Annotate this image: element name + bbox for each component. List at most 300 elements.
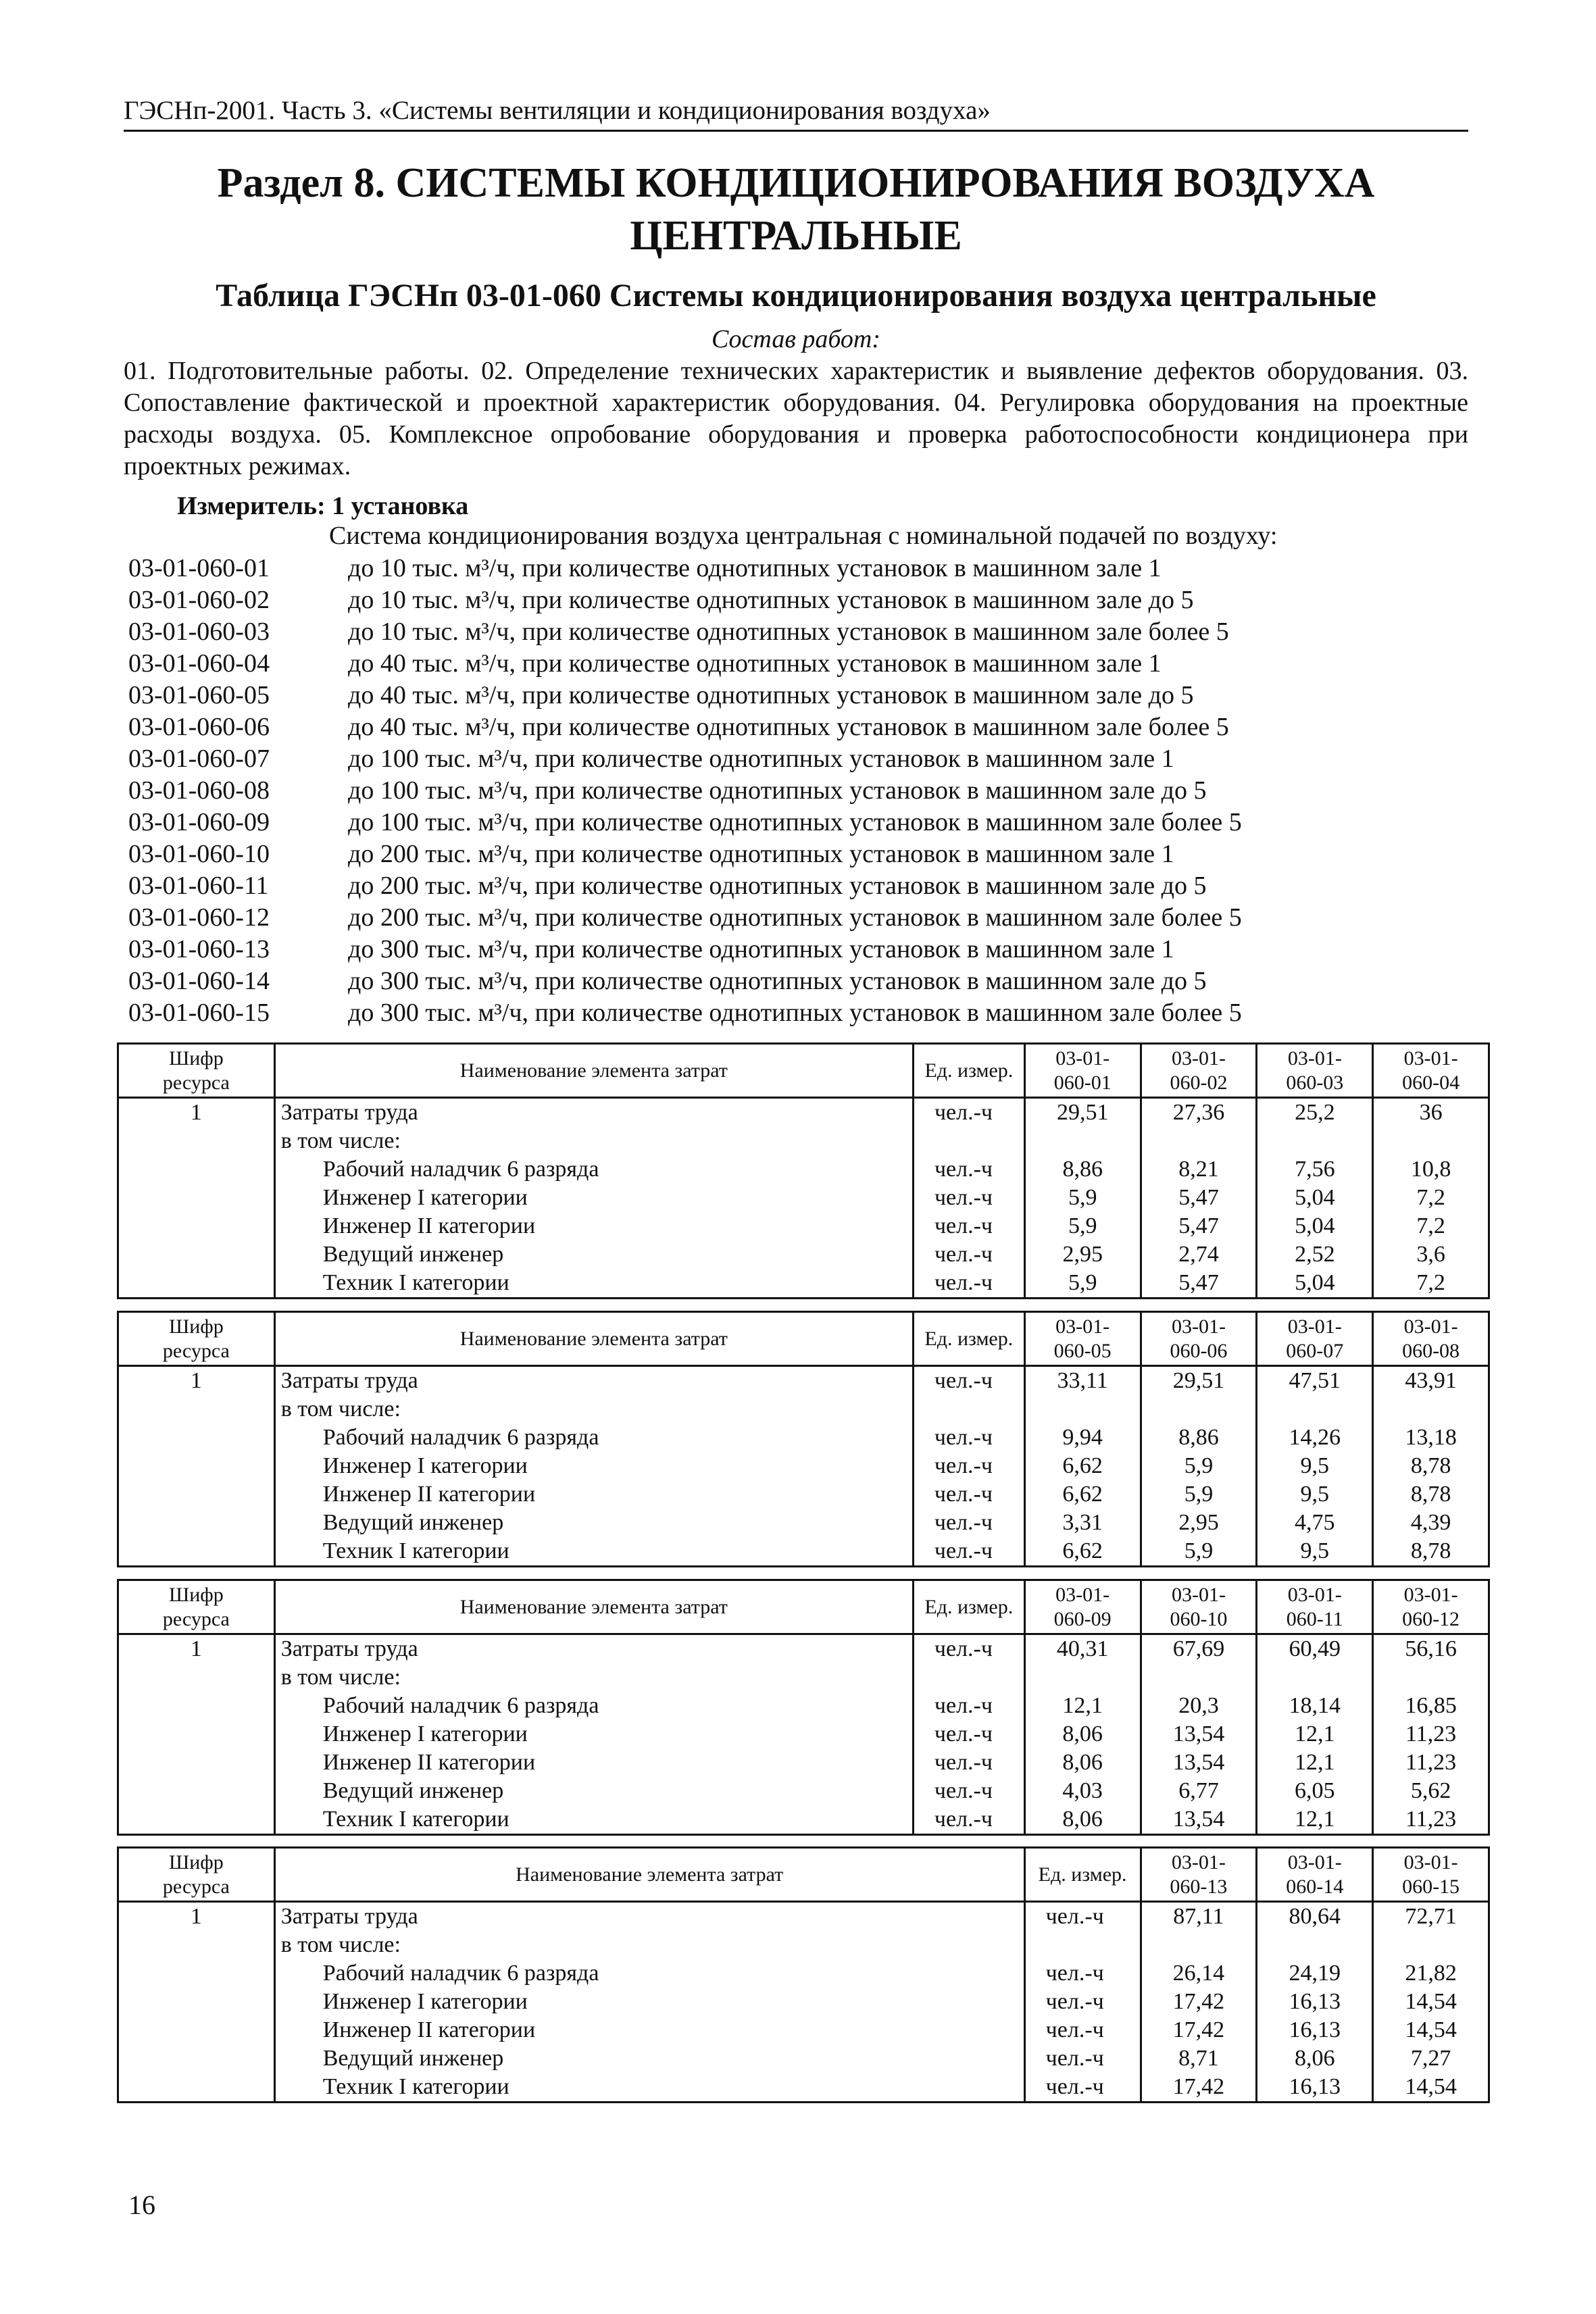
- value-cell: 6,62: [1024, 1452, 1141, 1480]
- value-cell: 12,1: [1257, 1805, 1373, 1835]
- value-cell: [1141, 1663, 1257, 1692]
- header-norm-code-text: 060-14: [1286, 1875, 1344, 1898]
- value-cell: [1257, 1395, 1373, 1424]
- value-cell: 21,82: [1373, 1959, 1489, 1988]
- unit-cell: чел.-ч: [913, 1720, 1024, 1749]
- value-cell: 17,42: [1141, 2016, 1257, 2044]
- code: 03-01-060-13: [128, 935, 270, 963]
- value-cell: 17,42: [1141, 2073, 1257, 2103]
- value-cell: 14,54: [1373, 1988, 1489, 2016]
- header-norm-code-text: 060-02: [1170, 1071, 1228, 1094]
- header-norm-code: [1141, 1580, 1257, 1634]
- value-cell: 12,1: [1257, 1749, 1373, 1777]
- resource-code: [118, 1269, 275, 1299]
- cost-element-name: Техник I категории: [274, 2073, 1024, 2103]
- value-cell: 7,2: [1373, 1269, 1489, 1299]
- value-cell: 43,91: [1373, 1366, 1489, 1396]
- code-row: [128, 553, 1473, 584]
- value-cell: 5,9: [1141, 1452, 1257, 1480]
- header-norm-code-text: 03-01-: [1287, 1851, 1342, 1873]
- header-norm-code-text: 060-10: [1170, 1607, 1228, 1630]
- code-row: [128, 743, 1473, 775]
- value-cell: 4,39: [1373, 1509, 1489, 1537]
- code: 03-01-060-09: [128, 808, 270, 836]
- code-desc: до 300 тыс. м³/ч, при количестве однотипных установок в машинном зале до 5: [348, 967, 1207, 995]
- header-norm-code-text: 03-01-: [1403, 1583, 1458, 1606]
- value-cell: 5,04: [1257, 1184, 1373, 1212]
- resource-code: [118, 1692, 275, 1720]
- resource-code: 1: [118, 1098, 275, 1128]
- cost-element-name: Рабочий наладчик 6 разряда: [274, 1692, 913, 1720]
- resource-code: [118, 1452, 275, 1480]
- resource-code: [118, 1509, 275, 1537]
- value-cell: [1257, 1663, 1373, 1692]
- code-desc: до 40 тыс. м³/ч, при количестве однотипных установок в машинном зале 1: [348, 649, 1162, 678]
- cost-element-name: Затраты труда: [274, 1634, 913, 1664]
- cost-element-name: Ведущий инженер: [274, 1777, 913, 1805]
- code-row: [128, 680, 1473, 711]
- unit-cell: чел.-ч: [913, 1777, 1024, 1805]
- header-resource-code-text: ресурса: [162, 1071, 230, 1094]
- section-title-line-1: Раздел 8. СИСТЕМЫ КОНДИЦИОНИРОВАНИЯ ВОЗДУХА: [217, 160, 1375, 206]
- header-resource-code: [118, 1580, 275, 1634]
- unit-cell: чел.-ч: [913, 1212, 1024, 1240]
- table-row: [118, 1212, 1489, 1240]
- running-head: ГЭСНп-2001. Часть 3. «Системы вентиляции и кондиционирования воздуха»: [124, 95, 1468, 132]
- value-cell: 4,75: [1257, 1509, 1373, 1537]
- code: 03-01-060-06: [128, 713, 270, 741]
- value-cell: 33,11: [1024, 1366, 1141, 1396]
- value-cell: 5,9: [1024, 1269, 1141, 1299]
- table-row: [118, 1777, 1489, 1805]
- header-norm-code: [1373, 1312, 1489, 1366]
- table-row: [118, 1480, 1489, 1509]
- code-row: [128, 997, 1473, 1029]
- value-cell: 6,62: [1024, 1480, 1141, 1509]
- unit-cell: [1024, 1931, 1141, 1959]
- cost-element-name: Инженер I категории: [274, 1988, 1024, 2016]
- resource-code: [118, 1959, 275, 1988]
- code: 03-01-060-11: [128, 872, 269, 900]
- resource-code: [118, 1480, 275, 1509]
- header-name-text: Наименование элемента затрат: [459, 1595, 728, 1618]
- table-row: [118, 1988, 1489, 2016]
- unit-cell: чел.-ч: [1024, 2044, 1141, 2073]
- header-unit-text: Ед. измер.: [924, 1595, 1014, 1618]
- value-cell: [1141, 1395, 1257, 1424]
- header-norm-code: [1257, 1848, 1373, 1902]
- code: 03-01-060-03: [128, 618, 270, 646]
- value-cell: 72,71: [1373, 1902, 1489, 1932]
- resource-code: [118, 1184, 275, 1212]
- cost-element-name: Техник I категории: [274, 1537, 913, 1567]
- table-row: [118, 1098, 1489, 1128]
- value-cell: [1024, 1663, 1141, 1692]
- code: 03-01-060-15: [128, 999, 270, 1027]
- header-resource-code-text: Шифр: [168, 1315, 224, 1338]
- unit-cell: чел.-ч: [913, 1184, 1024, 1212]
- code: 03-01-060-07: [128, 745, 270, 773]
- header-name: [274, 1848, 1024, 1902]
- header-norm-code: [1373, 1848, 1489, 1902]
- header-norm-code-text: 060-11: [1286, 1607, 1343, 1630]
- header-norm-code-text: 03-01-: [1287, 1315, 1342, 1338]
- value-cell: [1024, 1395, 1141, 1424]
- value-cell: 16,85: [1373, 1692, 1489, 1720]
- header-norm-code-text: 03-01-: [1055, 1583, 1110, 1606]
- unit-cell: чел.-ч: [913, 1366, 1024, 1396]
- header-norm-code-text: 03-01-: [1403, 1315, 1458, 1338]
- unit-cell: чел.-ч: [913, 1805, 1024, 1835]
- value-cell: 2,95: [1141, 1509, 1257, 1537]
- cost-element-name: в том числе:: [274, 1395, 913, 1424]
- header-resource-code-text: Шифр: [168, 1583, 224, 1606]
- header-unit: [913, 1044, 1024, 1098]
- value-cell: 87,11: [1141, 1902, 1257, 1932]
- code-row: [128, 584, 1473, 616]
- value-cell: [1257, 1931, 1373, 1959]
- table-row: [118, 1634, 1489, 1664]
- value-cell: 5,9: [1024, 1212, 1141, 1240]
- value-cell: 14,54: [1373, 2073, 1489, 2103]
- cost-element-name: Затраты труда: [274, 1366, 913, 1396]
- resource-table: [117, 1579, 1490, 1836]
- section-title-line-2: ЦЕНТРАЛЬНЫЕ: [630, 213, 962, 259]
- unit-cell: чел.-ч: [1024, 2073, 1141, 2103]
- header-norm-code: [1024, 1312, 1141, 1366]
- header-norm-code-text: 03-01-: [1287, 1047, 1342, 1070]
- unit-cell: чел.-ч: [913, 1452, 1024, 1480]
- table-row: [118, 1509, 1489, 1537]
- resource-code: [118, 1931, 275, 1959]
- value-cell: 14,54: [1373, 2016, 1489, 2044]
- value-cell: 20,3: [1141, 1692, 1257, 1720]
- value-cell: 5,47: [1141, 1212, 1257, 1240]
- value-cell: 18,14: [1257, 1692, 1373, 1720]
- works-text: 01. Подготовительные работы. 02. Определение технических характеристик и выявление дефектов оборудования. 03. Сопоставление фактической и проектной характеристик оборудования. 04. Регулировка оборудования на проектные расходы воздуха. 05. Комплексное опробование оборудования и проверка работоспособности кондиционера при проектных режимах.: [124, 357, 1468, 480]
- value-cell: 5,62: [1373, 1777, 1489, 1805]
- cost-element-name: Рабочий наладчик 6 разряда: [274, 1959, 1024, 1988]
- value-cell: 8,78: [1373, 1452, 1489, 1480]
- table-row: [118, 1805, 1489, 1835]
- cost-element-name: Ведущий инженер: [274, 1509, 913, 1537]
- resource-code: 1: [118, 1902, 275, 1932]
- value-cell: 8,06: [1024, 1749, 1141, 1777]
- page-number: 16: [128, 2190, 155, 2220]
- header-resource-code-text: Шифр: [168, 1047, 224, 1070]
- header-unit-text: Ед. измер.: [924, 1327, 1014, 1350]
- value-cell: 5,9: [1141, 1480, 1257, 1509]
- header-norm-code: [1141, 1848, 1257, 1902]
- cost-element-name: Инженер I категории: [274, 1720, 913, 1749]
- value-cell: 80,64: [1257, 1902, 1373, 1932]
- header-name: [274, 1312, 913, 1366]
- code-row: [128, 775, 1473, 807]
- code-desc: до 100 тыс. м³/ч, при количестве однотипных установок в машинном зале более 5: [348, 808, 1242, 836]
- value-cell: 2,74: [1141, 1240, 1257, 1269]
- header-resource-code-text: Шифр: [168, 1851, 224, 1873]
- resource-code: [118, 1537, 275, 1567]
- value-cell: 5,47: [1141, 1269, 1257, 1299]
- cost-element-name: Техник I категории: [274, 1805, 913, 1835]
- code-desc: до 10 тыс. м³/ч, при количестве однотипных установок в машинном зале 1: [348, 554, 1162, 582]
- cost-element-name: Инженер II категории: [274, 1480, 913, 1509]
- value-cell: 5,04: [1257, 1269, 1373, 1299]
- header-resource-code: [118, 1312, 275, 1366]
- header-norm-code-text: 03-01-: [1403, 1851, 1458, 1873]
- value-cell: [1257, 1127, 1373, 1155]
- header-name-text: Наименование элемента затрат: [516, 1863, 784, 1886]
- resource-table: [117, 1846, 1490, 2103]
- value-cell: 56,16: [1373, 1634, 1489, 1664]
- code-desc: до 200 тыс. м³/ч, при количестве однотипных установок в машинном зале 1: [348, 840, 1174, 868]
- code-row: [128, 870, 1473, 902]
- table-title: Таблица ГЭСНп 03-01-060 Системы кондиционирования воздуха центральные: [216, 278, 1376, 313]
- table-row: [118, 1537, 1489, 1567]
- table-row: [118, 1155, 1489, 1184]
- code: 03-01-060-05: [128, 681, 270, 709]
- value-cell: 7,27: [1373, 2044, 1489, 2073]
- resource-code: [118, 2073, 275, 2103]
- value-cell: 8,71: [1141, 2044, 1257, 2073]
- code-desc: до 200 тыс. м³/ч, при количестве однотипных установок в машинном зале более 5: [348, 903, 1242, 932]
- header-norm-code: [1024, 1580, 1141, 1634]
- header-norm-code-text: 03-01-: [1171, 1851, 1226, 1873]
- table-row: [118, 1424, 1489, 1452]
- value-cell: 8,06: [1024, 1720, 1141, 1749]
- header-norm-code-text: 060-15: [1402, 1875, 1460, 1898]
- table-row: [118, 1240, 1489, 1269]
- cost-element-name: в том числе:: [274, 1663, 913, 1692]
- table-row: [118, 1749, 1489, 1777]
- value-cell: 17,42: [1141, 1988, 1257, 2016]
- resource-code: [118, 1240, 275, 1269]
- value-cell: [1373, 1663, 1489, 1692]
- header-norm-code-text: 060-01: [1053, 1071, 1112, 1094]
- value-cell: 29,51: [1024, 1098, 1141, 1128]
- header-unit: [1024, 1848, 1141, 1902]
- value-cell: 4,03: [1024, 1777, 1141, 1805]
- unit-cell: чел.-ч: [913, 1509, 1024, 1537]
- resource-code: [118, 1127, 275, 1155]
- header-norm-code-text: 03-01-: [1055, 1047, 1110, 1070]
- table-row: [118, 1269, 1489, 1299]
- resource-code: [118, 1663, 275, 1692]
- value-cell: 11,23: [1373, 1720, 1489, 1749]
- table-row: [118, 1720, 1489, 1749]
- value-cell: 5,9: [1141, 1537, 1257, 1567]
- header-norm-code-text: 060-08: [1402, 1339, 1460, 1362]
- cost-element-name: Инженер I категории: [274, 1452, 913, 1480]
- unit-cell: чел.-ч: [913, 1634, 1024, 1664]
- cost-element-name: Ведущий инженер: [274, 1240, 913, 1269]
- code-desc: до 40 тыс. м³/ч, при количестве однотипных установок в машинном зале более 5: [348, 713, 1229, 741]
- table-row: [118, 1931, 1489, 1959]
- value-cell: 13,54: [1141, 1749, 1257, 1777]
- table-row: [118, 1959, 1489, 1988]
- resource-code: 1: [118, 1634, 275, 1664]
- header-norm-code: [1257, 1312, 1373, 1366]
- value-cell: 3,31: [1024, 1509, 1141, 1537]
- value-cell: 60,49: [1257, 1634, 1373, 1664]
- header-resource-code-text: ресурса: [162, 1339, 230, 1362]
- unit-cell: чел.-ч: [913, 1155, 1024, 1184]
- header-norm-code-text: 060-04: [1402, 1071, 1460, 1094]
- value-cell: 8,78: [1373, 1537, 1489, 1567]
- code: 03-01-060-12: [128, 903, 270, 932]
- value-cell: 7,2: [1373, 1184, 1489, 1212]
- table-row: [118, 1692, 1489, 1720]
- section-title: [124, 157, 1468, 262]
- code: 03-01-060-14: [128, 967, 270, 995]
- value-cell: 8,86: [1024, 1155, 1141, 1184]
- code-desc: до 10 тыс. м³/ч, при количестве однотипных установок в машинном зале более 5: [348, 618, 1229, 646]
- unit-cell: чел.-ч: [1024, 2016, 1141, 2044]
- cost-element-name: в том числе:: [274, 1931, 1024, 1959]
- code-row: [128, 807, 1473, 838]
- code-row: [128, 902, 1473, 934]
- cost-element-name: Инженер II категории: [274, 1212, 913, 1240]
- resource-code: 1: [118, 1366, 275, 1396]
- value-cell: [1373, 1127, 1489, 1155]
- table-row: [118, 2073, 1489, 2103]
- value-cell: 9,94: [1024, 1424, 1141, 1452]
- value-cell: 8,06: [1024, 1805, 1141, 1835]
- value-cell: 2,52: [1257, 1240, 1373, 1269]
- header-norm-code-text: 03-01-: [1403, 1047, 1458, 1070]
- header-name-text: Наименование элемента затрат: [459, 1059, 728, 1082]
- table-row: [118, 2016, 1489, 2044]
- header-norm-code-text: 03-01-: [1172, 1047, 1226, 1070]
- unit-cell: [913, 1395, 1024, 1424]
- resource-code: [118, 1395, 275, 1424]
- code-desc: до 40 тыс. м³/ч, при количестве однотипных установок в машинном зале до 5: [348, 681, 1194, 709]
- table-row: [118, 1902, 1489, 1932]
- code: 03-01-060-08: [128, 776, 270, 805]
- code-desc: до 300 тыс. м³/ч, при количестве однотипных установок в машинном зале 1: [348, 935, 1174, 963]
- resource-code: [118, 1805, 275, 1835]
- header-norm-code: [1257, 1044, 1373, 1098]
- header-norm-code: [1373, 1044, 1489, 1098]
- resource-table: [117, 1042, 1490, 1299]
- works-label: Состав работ:: [711, 325, 881, 353]
- value-cell: 8,78: [1373, 1480, 1489, 1509]
- header-norm-code-text: 060-03: [1286, 1071, 1344, 1094]
- code-row: [128, 616, 1473, 648]
- unit-cell: чел.-ч: [1024, 1988, 1141, 2016]
- value-cell: 7,56: [1257, 1155, 1373, 1184]
- header-norm-code: [1141, 1312, 1257, 1366]
- header-name: [274, 1580, 913, 1634]
- header-name: [274, 1044, 913, 1098]
- value-cell: 3,6: [1373, 1240, 1489, 1269]
- value-cell: 6,77: [1141, 1777, 1257, 1805]
- value-cell: 6,05: [1257, 1777, 1373, 1805]
- code: 03-01-060-04: [128, 649, 270, 678]
- value-cell: 11,23: [1373, 1805, 1489, 1835]
- value-cell: 9,5: [1257, 1537, 1373, 1567]
- code-desc: до 100 тыс. м³/ч, при количестве однотипных установок в машинном зале 1: [348, 745, 1174, 773]
- value-cell: 25,2: [1257, 1098, 1373, 1128]
- code: 03-01-060-02: [128, 586, 270, 614]
- code-row: [128, 711, 1473, 743]
- header-norm-code: [1141, 1044, 1257, 1098]
- table-row: [118, 1366, 1489, 1396]
- value-cell: 26,14: [1141, 1959, 1257, 1988]
- code-desc: до 100 тыс. м³/ч, при количестве однотипных установок в машинном зале до 5: [348, 776, 1207, 805]
- unit-cell: [913, 1127, 1024, 1155]
- value-cell: 2,95: [1024, 1240, 1141, 1269]
- table-row: [118, 1452, 1489, 1480]
- header-norm-code-text: 060-05: [1053, 1339, 1112, 1362]
- unit-cell: чел.-ч: [1024, 1959, 1141, 1988]
- value-cell: 6,62: [1024, 1537, 1141, 1567]
- value-cell: [1373, 1395, 1489, 1424]
- table-row: [118, 1184, 1489, 1212]
- value-cell: 8,06: [1257, 2044, 1373, 2073]
- value-cell: 29,51: [1141, 1366, 1257, 1396]
- unit-cell: чел.-ч: [913, 1424, 1024, 1452]
- cost-element-name: Инженер II категории: [274, 2016, 1024, 2044]
- cost-element-name: Техник I категории: [274, 1269, 913, 1299]
- code-list: [128, 553, 1473, 1029]
- code: 03-01-060-01: [128, 554, 270, 582]
- header-norm-code: [1257, 1580, 1373, 1634]
- cost-element-name: Рабочий наладчик 6 разряда: [274, 1155, 913, 1184]
- value-cell: 16,13: [1257, 2073, 1373, 2103]
- value-cell: 16,13: [1257, 1988, 1373, 2016]
- unit-cell: [913, 1663, 1024, 1692]
- code-row: [128, 838, 1473, 870]
- header-norm-code: [1024, 1044, 1141, 1098]
- value-cell: 24,19: [1257, 1959, 1373, 1988]
- unit-cell: чел.-ч: [913, 1098, 1024, 1128]
- value-cell: 9,5: [1257, 1452, 1373, 1480]
- unit-cell: чел.-ч: [913, 1269, 1024, 1299]
- cost-element-name: Затраты труда: [274, 1902, 1024, 1932]
- header-unit: [913, 1312, 1024, 1366]
- resource-code: [118, 2016, 275, 2044]
- code-row: [128, 965, 1473, 997]
- value-cell: 47,51: [1257, 1366, 1373, 1396]
- header-resource-code-text: ресурса: [162, 1875, 230, 1898]
- resource-code: [118, 1212, 275, 1240]
- resource-code: [118, 1155, 275, 1184]
- unit-cell: чел.-ч: [913, 1749, 1024, 1777]
- unit-cell: чел.-ч: [913, 1692, 1024, 1720]
- cost-element-name: Затраты труда: [274, 1098, 913, 1128]
- value-cell: 12,1: [1257, 1720, 1373, 1749]
- value-cell: 13,18: [1373, 1424, 1489, 1452]
- value-cell: [1024, 1127, 1141, 1155]
- meter: Измеритель: 1 установка: [177, 492, 469, 520]
- table-row: [118, 2044, 1489, 2073]
- header-norm-code-text: 060-07: [1286, 1339, 1344, 1362]
- cost-element-name: Рабочий наладчик 6 разряда: [274, 1424, 913, 1452]
- value-cell: 13,54: [1141, 1720, 1257, 1749]
- value-cell: 8,86: [1141, 1424, 1257, 1452]
- header-norm-code-text: 060-13: [1170, 1875, 1228, 1898]
- resource-code: [118, 1720, 275, 1749]
- table-row: [118, 1395, 1489, 1424]
- value-cell: 5,9: [1024, 1184, 1141, 1212]
- cost-element-name: Инженер I категории: [274, 1184, 913, 1212]
- unit-cell: чел.-ч: [913, 1480, 1024, 1509]
- code-row: [128, 934, 1473, 965]
- header-unit: [913, 1580, 1024, 1634]
- resource-table: [117, 1311, 1490, 1567]
- resource-code: [118, 1777, 275, 1805]
